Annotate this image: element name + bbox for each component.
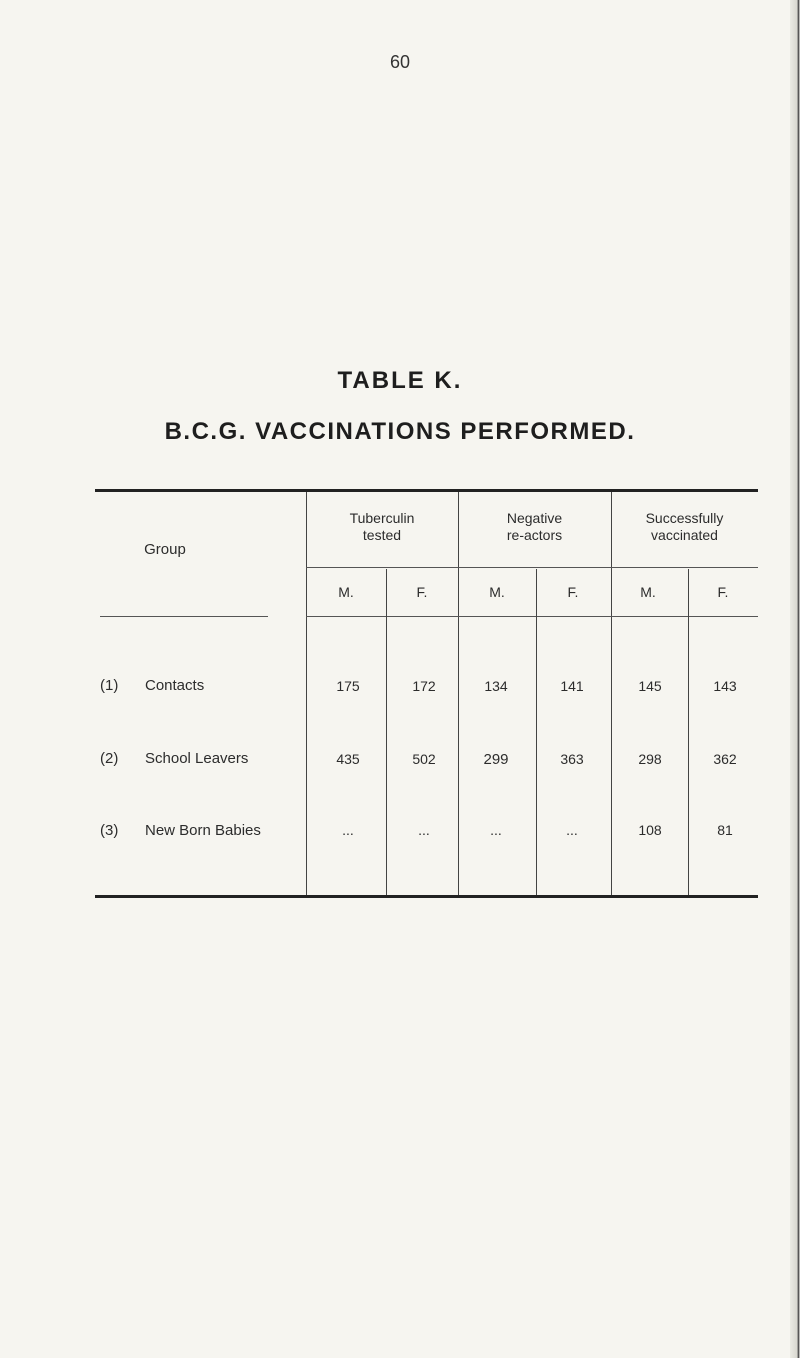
page-edge: [790, 0, 800, 1358]
table-cell: ...: [418, 822, 430, 838]
table-cell: ...: [342, 822, 354, 838]
row-number: (3): [100, 822, 119, 839]
subheader-top-line: [306, 567, 758, 568]
tuberculin-header-line1: Tuberculin: [349, 510, 415, 526]
subheader-successfully-f: F.: [717, 584, 729, 600]
row-label: New Born Babies: [145, 822, 261, 839]
subheader-negative-f: F.: [567, 584, 579, 600]
row-label: School Leavers: [145, 750, 249, 767]
table-cell: 108: [638, 822, 662, 838]
table-cell: 299: [483, 751, 509, 768]
table-cell: 81: [717, 822, 733, 838]
divider-tuberculin: [458, 492, 459, 895]
row-label: Contacts: [145, 677, 205, 694]
table-top-rule: [95, 489, 758, 492]
row-number: (1): [100, 677, 119, 694]
table-cell: 175: [336, 678, 360, 694]
table-cell: 145: [638, 678, 662, 694]
successfully-header-line1: Successfully: [645, 510, 724, 526]
table-subtitle: B.C.G. VACCINATIONS PERFORMED.: [164, 418, 636, 445]
successfully-header-line2: vaccinated: [651, 527, 718, 543]
negative-header-line2: re-actors: [506, 527, 563, 543]
tuberculin-header-line2: tested: [362, 527, 402, 543]
page-number: 60: [389, 52, 411, 72]
subheader-tuberculin-f: F.: [416, 584, 428, 600]
subheader-bottom-line-left: [100, 616, 268, 617]
table-cell: 143: [713, 678, 737, 694]
table-title: TABLE K.: [337, 367, 463, 394]
table-cell: ...: [490, 822, 502, 838]
table-cell: 134: [484, 678, 508, 694]
table-cell: ...: [566, 822, 578, 838]
table-cell: 363: [560, 751, 584, 767]
table-cell: 172: [412, 678, 436, 694]
table-cell: 362: [713, 751, 737, 767]
subheader-tuberculin-m: M.: [338, 584, 354, 600]
subheader-bottom-line-right: [306, 616, 758, 617]
subheader-negative-m: M.: [489, 584, 505, 600]
table-cell: 502: [412, 751, 436, 767]
divider-mf-1: [386, 569, 387, 895]
row-number: (2): [100, 750, 119, 767]
table-bottom-rule: [95, 895, 758, 898]
divider-negative: [611, 492, 612, 895]
divider-group: [306, 492, 307, 895]
group-header: Group: [144, 541, 186, 558]
divider-mf-3: [688, 569, 689, 895]
table-cell: 298: [638, 751, 662, 767]
negative-header-line1: Negative: [506, 510, 563, 526]
table-cell: 435: [336, 751, 360, 767]
subheader-successfully-m: M.: [640, 584, 656, 600]
table-cell: 141: [560, 678, 584, 694]
divider-mf-2: [536, 569, 537, 895]
